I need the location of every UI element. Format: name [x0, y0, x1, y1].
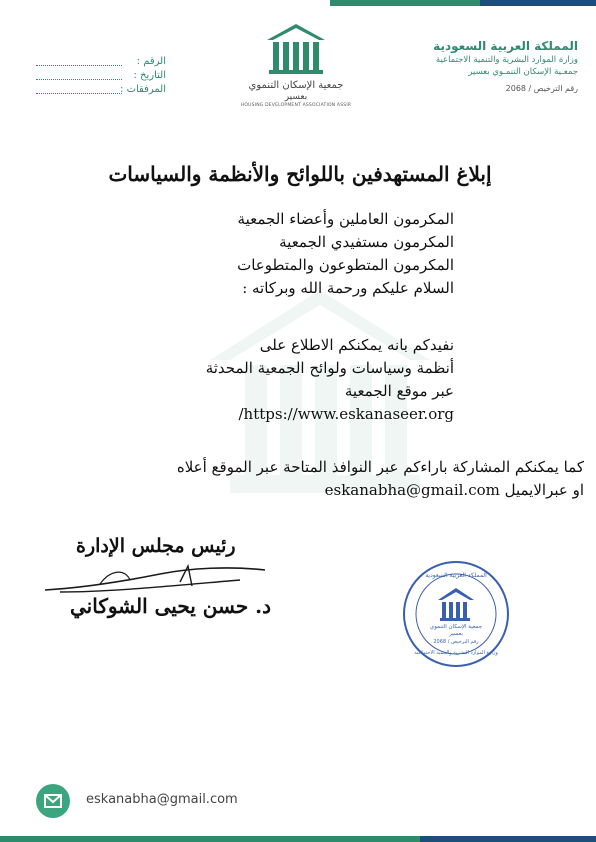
number-label: الرقم :	[136, 56, 166, 67]
notice-line: عبر موقع الجمعية	[344, 382, 454, 400]
participation-line: كما يمكنكم المشاركة باراءكم عبر النوافذ المتاحة عبر الموقع أعلاه	[176, 458, 584, 476]
bottom-blue-bar	[420, 836, 596, 842]
website-link[interactable]: /https://www.eskanaseer.org	[238, 405, 454, 423]
house-logo-icon	[261, 22, 331, 76]
greeting-line: المكرمون المتطوعون والمتطوعات	[237, 256, 454, 274]
notice-line: أنظمة وسياسات ولوائح الجمعية المحدثة	[205, 359, 454, 377]
date-line	[36, 79, 122, 80]
logo-name-en: HOUSING DEVELOPMENT ASSOCIATION ASSIR	[240, 103, 352, 108]
greeting-line: المكرمون العاملين وأعضاء الجمعية	[237, 210, 454, 228]
document-title: إبلاغ المستهدفين باللوائح والأنظمة والسياسات	[108, 162, 492, 186]
logo-name-line1: جمعية الإسكان التنموي	[248, 80, 344, 91]
association-logo	[240, 22, 352, 118]
stamp-top-text: المملكة العربية السعودية	[425, 572, 487, 579]
date-field	[36, 70, 166, 84]
header-organization	[388, 38, 578, 93]
license-number: رقم الترخيص / 2068	[505, 84, 578, 93]
ministry-name: وزارة الموارد البشرية والتنمية الاجتماعية	[435, 55, 578, 65]
participation-email-line: او عبرالايميل eskanabha@gmail.com	[324, 481, 584, 499]
footer-email[interactable]: eskanabha@gmail.com	[86, 792, 238, 807]
greeting-line: المكرمون مستفيدي الجمعية	[279, 233, 454, 251]
logo-name-line2: بعسير	[284, 92, 308, 102]
official-stamp	[402, 560, 510, 668]
bottom-green-bar	[0, 836, 420, 842]
stamp-bottom-text: وزارة الموارد البشرية والتنمية الاجتماعية	[414, 650, 498, 656]
notice-block	[124, 334, 454, 426]
date-label: التاريخ :	[133, 70, 166, 81]
attachments-label: المرفقات :	[120, 84, 166, 95]
participation-block	[14, 456, 584, 502]
reference-fields	[36, 56, 166, 98]
top-blue-bar	[480, 0, 596, 6]
number-field	[36, 56, 166, 70]
attachments-field	[36, 84, 166, 98]
mail-icon	[36, 784, 70, 818]
greeting-line: السلام عليكم ورحمة الله وبركاته :	[242, 279, 454, 297]
signatory-name: د. حسن يحيى الشوكاني	[70, 594, 272, 618]
association-name: جمعـية الإسكان التنمـوي بعسير	[468, 67, 578, 77]
stamp-license: رقم الترخيص / 2068	[433, 639, 479, 645]
attachments-line	[36, 93, 122, 94]
stamp-center-line2: بعسير	[449, 631, 463, 637]
kingdom-name: المملكة العربية السعودية	[433, 39, 578, 53]
notice-line: نفيدكم بانه يمكنكم الاطلاع على	[259, 336, 454, 354]
number-line	[36, 65, 122, 66]
stamp-center-line1: جمعية الإسكان التنموي	[429, 624, 483, 630]
greeting-block	[124, 208, 454, 300]
signature-role: رئيس مجلس الإدارة	[76, 535, 236, 557]
